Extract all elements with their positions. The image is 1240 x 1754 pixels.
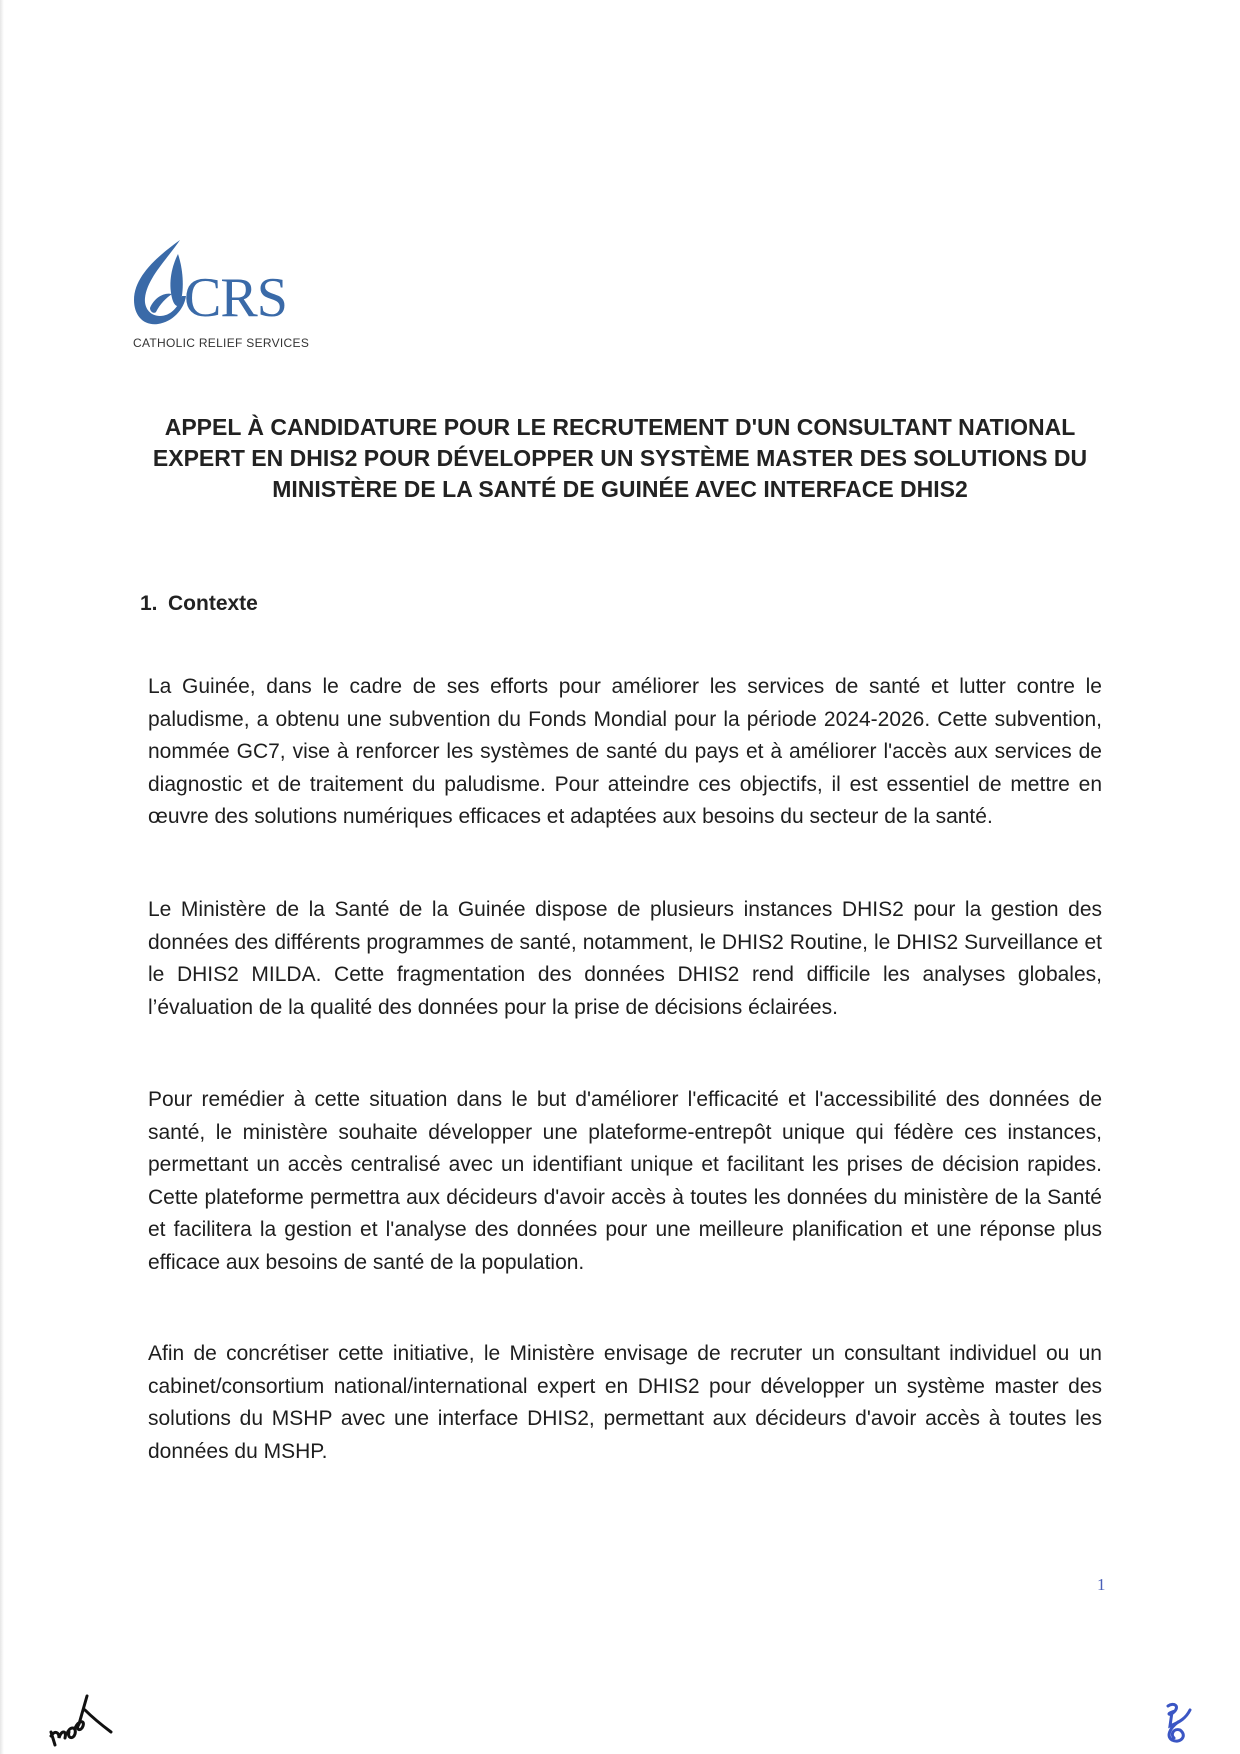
paragraph-context-2: Le Ministère de la Santé de la Guinée dispose de plusieurs instances DHIS2 pour la gestion des données des différents programmes de santé, notamment, le DHIS2 Routine, le DHIS2 Surveillance et le DHIS2 MILDA. Cette fragmentation des données DHIS2 rend difficile les analyses globales, l’évaluation de la qualité des données pour la prise de décisions éclairées. bbox=[148, 898, 1102, 1019]
paragraph-context-3: Pour remédier à cette situation dans le but d'améliorer l'efficacité et l'accessibilité des données de santé, le ministère souhaite développer une plateforme-entrepôt unique qui fédère ces instances, permettant un accès centralisé avec un identifiant unique et facilitant les prises de décision rapides. Cette plateforme permettra aux décideurs d'avoir accès à toutes les données du ministère de la Santé et facilitera la gestion et l'analyse des données pour une meilleure planification et une réponse plus efficace aux besoins de santé de la population. bbox=[148, 1088, 1102, 1274]
section-title: Contexte bbox=[168, 592, 258, 615]
signature-right-icon bbox=[1160, 1700, 1200, 1750]
paragraph-context-4: Afin de concrétiser cette initiative, le Ministère envisage de recruter un consultant individuel ou un cabinet/consortium national/international expert en DHIS2 pour développer un système master des solutions du MSHP avec une interface DHIS2, permettant aux décideurs d'avoir accès à toutes les données du MSHP. bbox=[148, 1342, 1102, 1463]
crs-logo bbox=[128, 236, 328, 356]
section-heading bbox=[140, 592, 258, 616]
document-title: APPEL À CANDIDATURE POUR LE RECRUTEMENT D'UN CONSULTANT NATIONAL EXPERT EN DHIS2 POUR DÉVELOPPER UN SYSTÈME MASTER DES SOLUTIONS DU MINISTÈRE DE LA SANTÉ DE GUINÉE AVEC INTERFACE DHIS2 bbox=[152, 414, 1088, 502]
section-number: 1. bbox=[140, 592, 158, 615]
page-edge bbox=[0, 0, 4, 1754]
signature-left-icon bbox=[45, 1690, 125, 1750]
page-number: 1 bbox=[1097, 1575, 1106, 1594]
logo-organization-name: CATHOLIC RELIEF SERVICES bbox=[133, 336, 310, 350]
logo-acronym: CRS bbox=[184, 267, 287, 329]
paragraph-context-1: La Guinée, dans le cadre de ses efforts pour améliorer les services de santé et lutter contre le paludisme, a obtenu une subvention du Fonds Mondial pour la période 2024-2026. Cette subvention, nommée GC7, vise à renforcer les systèmes de santé du pays et à améliorer l'accès aux services de diagnostic et de traitement du paludisme. Pour atteindre ces objectifs, il est essentiel de mettre en œuvre des solutions numériques efficaces et adaptées aux besoins du secteur de la santé. bbox=[148, 675, 1102, 828]
